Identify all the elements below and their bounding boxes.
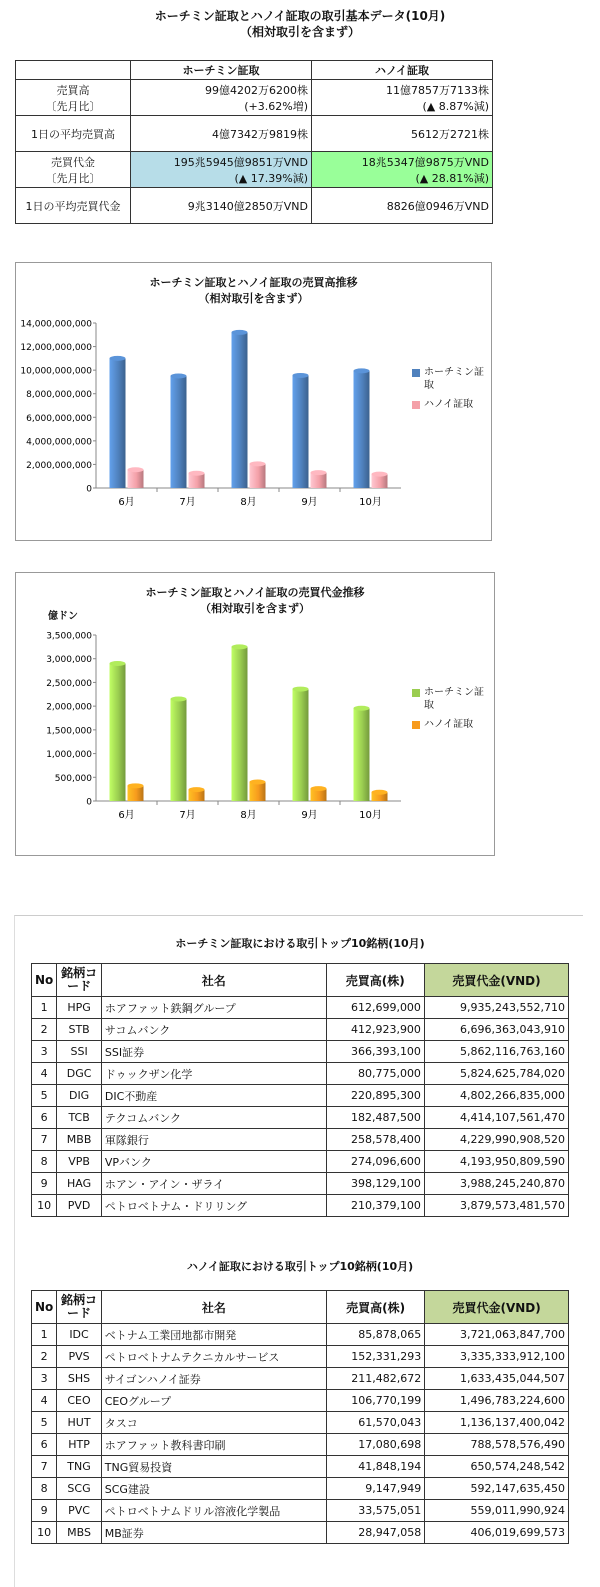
bar-top	[354, 368, 370, 373]
bar-hn	[250, 782, 266, 801]
cell-volume: 17,080,698	[327, 1434, 425, 1456]
cell-name: VPバンク	[101, 1151, 326, 1173]
cell-value: 559,011,990,924	[425, 1500, 569, 1522]
y-tick-label: 4,000,000,000	[26, 437, 92, 448]
y-tick-label: 500,000	[54, 773, 92, 784]
cell-no: 3	[32, 1368, 57, 1390]
bar-top	[110, 356, 126, 361]
cell-code: SHS	[57, 1368, 101, 1390]
bar-top	[110, 661, 126, 666]
cell-volume: 9,147,949	[327, 1478, 425, 1500]
cell-value: 650,574,248,542	[425, 1456, 569, 1478]
col-volume: 売買高(株)	[326, 964, 424, 997]
summary-hn-cell: 5612万2721株	[312, 116, 493, 152]
x-tick-label: 7月	[179, 810, 196, 821]
table-row	[32, 1129, 569, 1151]
x-tick-label: 6月	[118, 497, 135, 508]
legend-swatch	[412, 689, 420, 697]
cell-value: 406,019,699,573	[425, 1522, 569, 1544]
x-tick-label: 7月	[179, 497, 196, 508]
table-row	[32, 1041, 569, 1063]
bar-top	[189, 471, 205, 476]
summary-hn-cell: 11億7857万7133株 (▲ 8.87%減)	[312, 80, 493, 116]
bar-top	[372, 790, 388, 795]
col-value: 売買代金(VND)	[425, 1291, 569, 1324]
cell-code: SCG	[57, 1478, 101, 1500]
cell-name: ペトロベトナムテクニカルサービス	[101, 1346, 326, 1368]
cell-code: SSI	[57, 1041, 102, 1063]
summary-row-label: 売買代金 〔先月比〕	[16, 152, 131, 188]
cell-name: サコムバンク	[101, 1019, 326, 1041]
cell-code: IDC	[57, 1324, 101, 1346]
table-row	[32, 997, 569, 1019]
x-tick-label: 10月	[359, 810, 382, 821]
legend-item-hn: ハノイ証取	[412, 718, 490, 731]
cell-no: 6	[32, 1107, 57, 1129]
col-no: No	[32, 964, 57, 997]
bar-top	[128, 783, 144, 788]
y-tick-label: 3,500,000	[46, 631, 92, 642]
page-subtitle: （相対取引を含まず）	[239, 25, 360, 39]
table-row	[32, 1085, 569, 1107]
cell-name: ペトロベトナム・ドリリング	[101, 1195, 326, 1217]
table-row	[32, 1324, 569, 1346]
legend-item-hcm: ホーチミン証取	[412, 686, 490, 712]
table-row	[32, 1500, 569, 1522]
cell-no: 10	[32, 1522, 57, 1544]
summary-table	[15, 60, 493, 224]
cell-code: DIG	[57, 1085, 102, 1107]
bar-top	[293, 373, 309, 378]
cell-code: HUT	[57, 1412, 101, 1434]
chart-subtitle: （相対取引を含まず）	[200, 602, 310, 615]
cell-code: STB	[57, 1019, 102, 1041]
table-row	[32, 1151, 569, 1173]
summary-row-avg-volume	[16, 116, 493, 152]
summary-col-hn: ハノイ証取	[312, 61, 493, 80]
cell-volume: 612,699,000	[326, 997, 424, 1019]
cell-volume: 61,570,043	[327, 1412, 425, 1434]
bar-hcm	[110, 663, 126, 801]
cell-name: SCG建設	[101, 1478, 326, 1500]
cell-no: 4	[32, 1390, 57, 1412]
table-header-row	[32, 1291, 569, 1324]
col-name: 社名	[101, 964, 326, 997]
cell-code: VPB	[57, 1151, 102, 1173]
hcm-top10-title: ホーチミン証取における取引トップ10銘柄(10月)	[175, 937, 425, 950]
bar-top	[311, 786, 327, 791]
table-row	[32, 1346, 569, 1368]
cell-name: ホアファット教科書印刷	[101, 1434, 326, 1456]
cell-volume: 152,331,293	[327, 1346, 425, 1368]
cell-value: 4,414,107,561,470	[424, 1107, 568, 1129]
chart-title: ホーチミン証取とハノイ証取の売買代金推移	[145, 586, 365, 599]
cell-name: ペトロベトナムドリル溶液化学製品	[101, 1500, 326, 1522]
cell-no: 9	[32, 1500, 57, 1522]
col-value: 売買代金(VND)	[424, 964, 568, 997]
legend-swatch	[412, 721, 420, 729]
chart-legend	[412, 366, 487, 417]
cell-value: 3,879,573,481,570	[424, 1195, 568, 1217]
page-title: ホーチミン証取とハノイ証取の取引基本データ(10月)	[154, 9, 446, 23]
volume-chart	[15, 262, 492, 541]
bar-hcm	[293, 689, 309, 801]
summary-row-label: 1日の平均売買代金	[16, 188, 131, 224]
cell-name: SSI証券	[101, 1041, 326, 1063]
bar-hcm	[354, 708, 370, 801]
cell-value: 592,147,635,450	[425, 1478, 569, 1500]
summary-row-label: 売買高 〔先月比〕	[16, 80, 131, 116]
table-row	[32, 1522, 569, 1544]
bar-top	[250, 461, 266, 466]
table-header-row	[32, 964, 569, 997]
bar-hcm	[232, 647, 248, 801]
y-tick-label: 0	[86, 484, 92, 495]
cell-name: 軍隊銀行	[101, 1129, 326, 1151]
bar-top	[232, 330, 248, 335]
legend-swatch	[412, 369, 420, 377]
cell-name: CEOグループ	[101, 1390, 326, 1412]
cell-name: ホアファット鉄鋼グループ	[101, 997, 326, 1019]
cell-no: 8	[32, 1151, 57, 1173]
bar-top	[171, 374, 187, 379]
cell-volume: 258,578,400	[326, 1129, 424, 1151]
chart-legend	[412, 686, 490, 737]
bar-hcm	[293, 375, 309, 488]
bar-top	[171, 697, 187, 702]
summary-row-avg-value	[16, 188, 493, 224]
cell-code: PVS	[57, 1346, 101, 1368]
x-tick-label: 6月	[118, 810, 135, 821]
cell-value: 6,696,363,043,910	[424, 1019, 568, 1041]
cell-no: 10	[32, 1195, 57, 1217]
chart-unit-label: 億ドン	[48, 611, 78, 622]
table-row	[32, 1434, 569, 1456]
table-row	[32, 1478, 569, 1500]
bar-top	[250, 780, 266, 785]
bar-hcm	[110, 358, 126, 488]
y-tick-label: 1,000,000	[46, 750, 92, 761]
summary-hcm-cell: 9兆3140億2850万VND	[131, 188, 312, 224]
summary-hcm-cell: 99億4202万6200株 (+3.62%増)	[131, 80, 312, 116]
table-row	[32, 1368, 569, 1390]
x-tick-label: 8月	[240, 497, 257, 508]
col-code: 銘柄コード	[57, 964, 102, 997]
bar-hcm	[171, 376, 187, 488]
cell-no: 5	[32, 1412, 57, 1434]
cell-no: 6	[32, 1434, 57, 1456]
y-tick-label: 0	[86, 797, 92, 808]
cell-volume: 398,129,100	[326, 1173, 424, 1195]
cell-code: CEO	[57, 1390, 101, 1412]
y-tick-label: 10,000,000,000	[20, 366, 92, 377]
cell-name: ホアン・アイン・ザライ	[101, 1173, 326, 1195]
table-row	[32, 1019, 569, 1041]
bar-top	[128, 467, 144, 472]
cell-no: 7	[32, 1456, 57, 1478]
cell-no: 8	[32, 1478, 57, 1500]
y-tick-label: 6,000,000,000	[26, 413, 92, 424]
cell-code: HPG	[57, 997, 102, 1019]
legend-swatch	[412, 401, 420, 409]
cell-volume: 80,775,000	[326, 1063, 424, 1085]
y-tick-label: 14,000,000,000	[20, 319, 92, 330]
cell-volume: 28,947,058	[327, 1522, 425, 1544]
bar-hcm	[354, 371, 370, 488]
cell-value: 5,862,116,763,160	[424, 1041, 568, 1063]
bar-top	[189, 787, 205, 792]
hn-top10-table	[31, 1290, 569, 1544]
table-row	[32, 1195, 569, 1217]
cell-name: TNG貿易投資	[101, 1456, 326, 1478]
bar-top	[354, 706, 370, 711]
bar-top	[311, 470, 327, 475]
bar-hcm	[171, 699, 187, 801]
cell-volume: 211,482,672	[327, 1368, 425, 1390]
cell-name: ドゥックザン化学	[101, 1063, 326, 1085]
y-tick-label: 1,500,000	[46, 726, 92, 737]
cell-no: 4	[32, 1063, 57, 1085]
cell-code: HTP	[57, 1434, 101, 1456]
cell-no: 2	[32, 1019, 57, 1041]
x-tick-label: 8月	[240, 810, 257, 821]
cell-volume: 366,393,100	[326, 1041, 424, 1063]
table-row	[32, 1173, 569, 1195]
cell-value: 9,935,243,552,710	[424, 997, 568, 1019]
col-name: 社名	[101, 1291, 326, 1324]
cell-no: 1	[32, 997, 57, 1019]
cell-no: 7	[32, 1129, 57, 1151]
cell-code: PVC	[57, 1500, 101, 1522]
cell-name: タスコ	[101, 1412, 326, 1434]
cell-value: 788,578,576,490	[425, 1434, 569, 1456]
cell-code: TCB	[57, 1107, 102, 1129]
cell-name: MB証券	[101, 1522, 326, 1544]
cell-volume: 412,923,900	[326, 1019, 424, 1041]
y-tick-label: 3,000,000	[46, 655, 92, 666]
cell-code: TNG	[57, 1456, 101, 1478]
table-row	[32, 1390, 569, 1412]
summary-corner-cell	[16, 61, 131, 80]
hcm-top10-table	[31, 963, 569, 1217]
cell-code: DGC	[57, 1063, 102, 1085]
y-tick-label: 2,500,000	[46, 678, 92, 689]
cell-value: 1,633,435,044,507	[425, 1368, 569, 1390]
legend-item-hn: ハノイ証取	[412, 398, 487, 411]
col-volume: 売買高(株)	[327, 1291, 425, 1324]
cell-code: PVD	[57, 1195, 102, 1217]
cell-name: サイゴンハノイ証券	[101, 1368, 326, 1390]
summary-row-value	[16, 152, 493, 188]
summary-header-row	[16, 61, 493, 80]
summary-col-hcm: ホーチミン証取	[131, 61, 312, 80]
cell-value: 1,496,783,224,600	[425, 1390, 569, 1412]
cell-value: 4,229,990,908,520	[424, 1129, 568, 1151]
summary-hcm-cell: 4億7342万9819株	[131, 116, 312, 152]
cell-name: ベトナム工業団地都市開発	[101, 1324, 326, 1346]
y-tick-label: 2,000,000	[46, 702, 92, 713]
cell-code: MBB	[57, 1129, 102, 1151]
bar-hcm	[232, 332, 248, 488]
y-tick-label: 2,000,000,000	[26, 460, 92, 471]
cell-value: 3,335,333,912,100	[425, 1346, 569, 1368]
table-row	[32, 1107, 569, 1129]
table-row	[32, 1456, 569, 1478]
chart-title: ホーチミン証取とハノイ証取の売買高推移	[149, 276, 358, 289]
cell-volume: 33,575,051	[327, 1500, 425, 1522]
col-no: No	[32, 1291, 57, 1324]
cell-value: 3,721,063,847,700	[425, 1324, 569, 1346]
bar-top	[232, 644, 248, 649]
hn-top10-title: ハノイ証取における取引トップ10銘柄(10月)	[186, 1260, 414, 1273]
cell-value: 1,136,137,400,042	[425, 1412, 569, 1434]
cell-code: MBS	[57, 1522, 101, 1544]
summary-hcm-cell: 195兆5945億9851万VND (▲ 17.39%減)	[131, 152, 312, 188]
x-tick-label: 9月	[301, 497, 318, 508]
cell-name: テクコムバンク	[101, 1107, 326, 1129]
summary-row-label: 1日の平均売買高	[16, 116, 131, 152]
cell-volume: 41,848,194	[327, 1456, 425, 1478]
cell-no: 2	[32, 1346, 57, 1368]
bar-hn	[128, 470, 144, 488]
cell-value: 4,802,266,835,000	[424, 1085, 568, 1107]
chart-subtitle: （相対取引を含まず）	[198, 292, 309, 305]
cell-no: 3	[32, 1041, 57, 1063]
cell-no: 5	[32, 1085, 57, 1107]
cell-code: HAG	[57, 1173, 102, 1195]
cell-value: 5,824,625,784,020	[424, 1063, 568, 1085]
cell-no: 1	[32, 1324, 57, 1346]
cell-volume: 210,379,100	[326, 1195, 424, 1217]
cell-value: 3,988,245,240,870	[424, 1173, 568, 1195]
table-row	[32, 1063, 569, 1085]
bar-top	[293, 687, 309, 692]
cell-no: 9	[32, 1173, 57, 1195]
bar-top	[372, 472, 388, 477]
x-tick-label: 9月	[301, 810, 318, 821]
cell-volume: 106,770,199	[327, 1390, 425, 1412]
cell-volume: 220,895,300	[326, 1085, 424, 1107]
table-row	[32, 1412, 569, 1434]
bar-hn	[250, 464, 266, 488]
summary-hn-cell: 18兆5347億9875万VND (▲ 28.81%減)	[312, 152, 493, 188]
value-chart	[15, 572, 495, 856]
cell-value: 4,193,950,809,590	[424, 1151, 568, 1173]
cell-volume: 274,096,600	[326, 1151, 424, 1173]
y-tick-label: 12,000,000,000	[20, 343, 92, 354]
col-code: 銘柄コード	[57, 1291, 101, 1324]
cell-volume: 85,878,065	[327, 1324, 425, 1346]
x-tick-label: 10月	[359, 497, 382, 508]
summary-row-volume	[16, 80, 493, 116]
cell-name: DIC不動産	[101, 1085, 326, 1107]
cell-volume: 182,487,500	[326, 1107, 424, 1129]
y-tick-label: 8,000,000,000	[26, 390, 92, 401]
summary-hn-cell: 8826億0946万VND	[312, 188, 493, 224]
legend-item-hcm: ホーチミン証取	[412, 366, 487, 392]
